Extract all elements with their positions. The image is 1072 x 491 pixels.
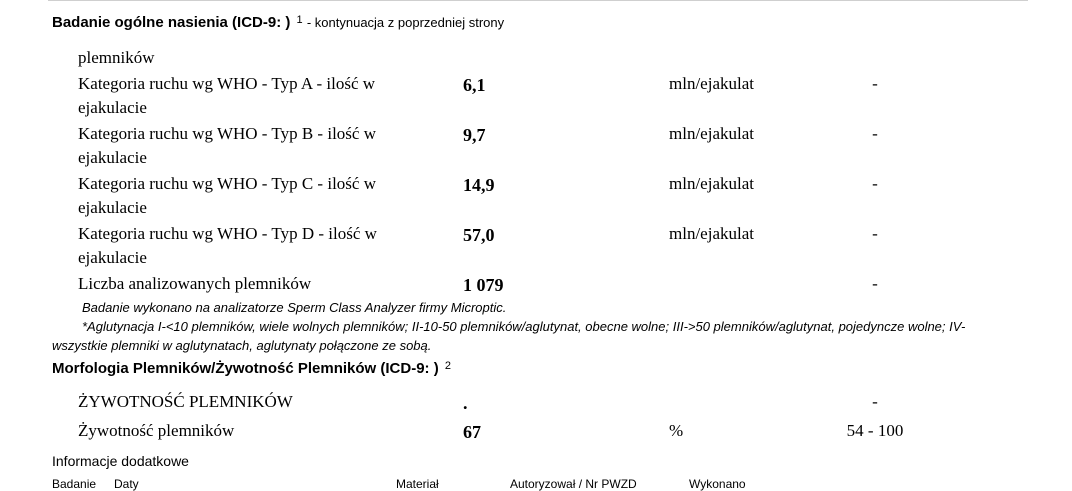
row-label: Kategoria ruchu wg WHO - Typ A - ilość w ejakulacie [78, 74, 376, 117]
row-label: Kategoria ruchu wg WHO - Typ D - ilość w ejakulacie [78, 224, 377, 267]
row-unit: mln/ejakulat [669, 74, 754, 93]
row-label: Żywotność plemników [78, 421, 235, 440]
col-header-autoryzowal: Autoryzował / Nr PWZD [510, 477, 637, 491]
row-reference: - [872, 392, 878, 411]
col-header-daty: Daty [114, 477, 139, 491]
row-unit: % [669, 421, 684, 440]
section-title-text: Badanie ogólne nasienia (ICD-9: ) [52, 14, 291, 31]
section-title-text: Morfologia Plemników/Żywotność Plemników (ICD-9: ) [52, 360, 439, 377]
footnote-marker: 1 [296, 14, 303, 26]
analyzer-note: Badanie wykonano na analizatorze Sperm Class Analyzer firmy Microptic. [82, 300, 507, 315]
continuation-note: - kontynuacja z poprzedniej strony [306, 15, 505, 30]
additional-info-title: Informacje dodatkowe [52, 453, 189, 469]
col-header-material: Materiał [396, 477, 439, 491]
row-value: 57,0 [463, 225, 495, 245]
continued-label-fragment: plemników [78, 48, 155, 67]
footnote-marker: 2 [444, 360, 451, 372]
row-label: Kategoria ruchu wg WHO - Typ C - ilość w ejakulacie [78, 174, 376, 217]
row-reference: - [872, 124, 878, 143]
row-value: 14,9 [463, 175, 495, 195]
row-value: 6,1 [463, 75, 486, 95]
row-value: 1 079 [463, 275, 504, 295]
row-label: Kategoria ruchu wg WHO - Typ B - ilość w ejakulacie [78, 124, 376, 167]
section-title-morphology [52, 360, 451, 377]
row-unit: mln/ejakulat [669, 124, 754, 143]
top-divider [48, 0, 1028, 1]
row-value: . [463, 393, 468, 413]
row-reference: - [872, 74, 878, 93]
row-value: 9,7 [463, 125, 486, 145]
col-header-badanie: Badanie [52, 477, 97, 491]
row-reference: - [872, 224, 878, 243]
col-header-wykonano: Wykonano [689, 477, 746, 491]
agglutination-note: *Aglutynacja I-<10 plemników, wiele wolnych plemników; II-10-50 plemników/aglutynat, obecne wolne; III->50 plemników/aglutynat, pojedyncze wolne; IV- wszystkie plemniki w aglutynatach, aglutynaty połączone ze sobą. [52, 319, 966, 353]
row-value: 67 [463, 422, 481, 442]
row-reference: - [872, 274, 878, 293]
row-reference: 54 - 100 [846, 421, 904, 440]
row-unit: mln/ejakulat [669, 174, 754, 193]
row-label: Liczba analizowanych plemników [78, 274, 312, 293]
section-title-semen-analysis [52, 14, 504, 31]
row-reference: - [872, 174, 878, 193]
row-label: ŻYWOTNOŚĆ PLEMNIKÓW [78, 392, 293, 411]
row-unit: mln/ejakulat [669, 224, 754, 243]
